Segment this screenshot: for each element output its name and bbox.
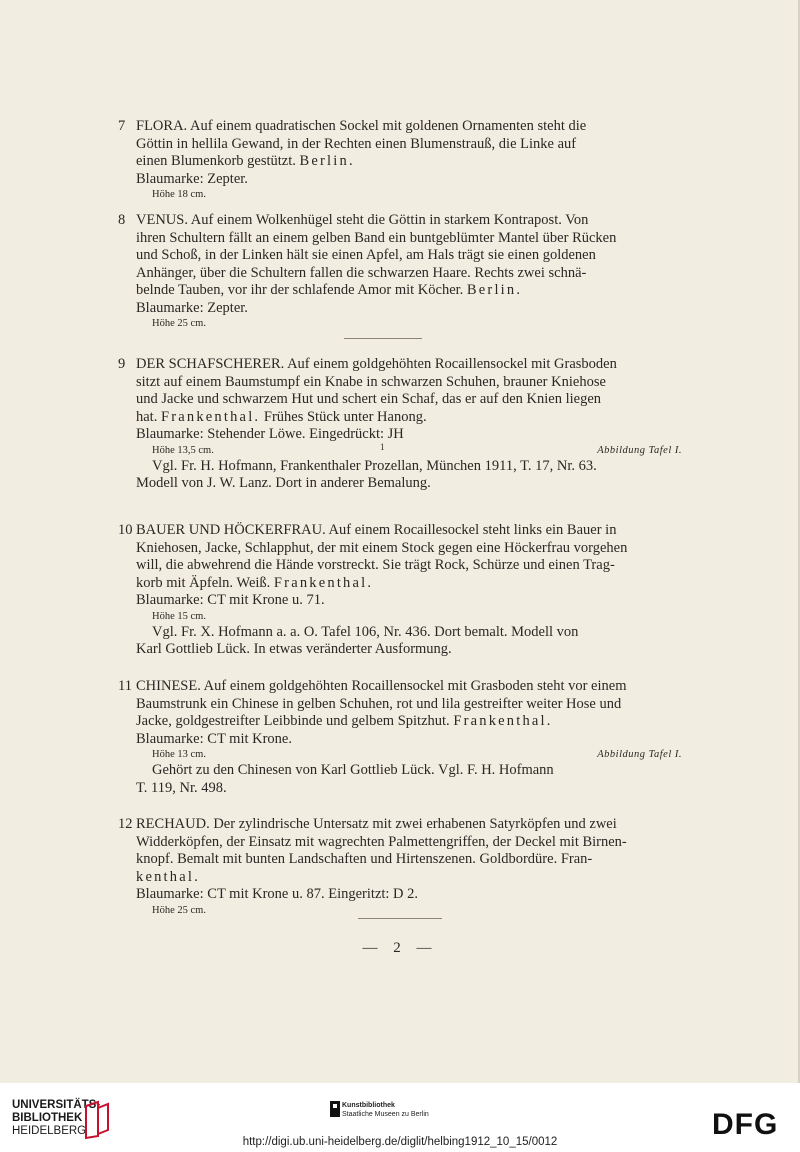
entry-text-line: BAUER UND HÖCKERFRAU. Auf einem Rocaillesockel steht links ein Bauer in <box>136 522 617 538</box>
entry-height: Höhe 18 cm. <box>152 189 206 200</box>
illustration-reference: Abbildung Tafel I. <box>597 749 682 760</box>
entry-mark: Blaumarke: Zepter. <box>136 170 248 187</box>
entry-number: 7 <box>118 118 126 134</box>
entry-text-line: knopf. Bemalt mit bunten Landschaften und Hirtenszenen. Goldbordüre. Fran- <box>136 851 593 867</box>
catalog-entry-8 <box>118 212 682 331</box>
entry-text-line: korb mit Äpfeln. Weiß. Frankenthal. <box>136 574 374 591</box>
entry-text-line: und Jacke und schwarzem Hut und schert ein Schaf, das er auf den Knien liegen <box>136 391 602 407</box>
entry-text-line: belnde Tauben, vor ihr der schlafende Amor mit Köcher. Berlin. <box>136 282 523 298</box>
place-name: Frankenthal. <box>273 574 374 591</box>
source-url[interactable]: http://digi.ub.uni-heidelberg.de/diglit/helbing1912_10_15/0012 <box>242 1136 558 1148</box>
entry-height: Höhe 13 cm. Abbildung Tafel I. <box>152 749 682 760</box>
entry-mark: Blaumarke: CT mit Krone. <box>136 730 292 747</box>
entry-text-line <box>136 869 682 887</box>
kunstbibliothek-logo-text: Kunstbibliothek Staatliche Museen zu Berlin <box>342 1102 429 1118</box>
entry-text-line: DER SCHAFSCHERER. Auf einem goldgehöhten Rocaillensockel mit Grasboden <box>136 356 617 372</box>
catalog-entry-10 <box>118 522 682 659</box>
entry-text-line: will, die abwehrend die Hände vorstreckt. Sie trägt Rock, Schürze und einen Trag- <box>136 557 615 573</box>
entry-height: Höhe 15 cm. <box>152 610 206 622</box>
dfg-logo: DFG <box>712 1108 779 1141</box>
catalog-entry-7 <box>118 118 682 202</box>
entry-text-line: sitzt auf einem Baumstumpf ein Knabe in schwarzen Schuhen, brauner Kniehose <box>136 373 606 390</box>
entry-text-line: VENUS. Auf einem Wolkenhügel steht die Göttin in starkem Kontrapost. Von <box>136 212 589 228</box>
entry-text-line: RECHAUD. Der zylindrische Untersatz mit zwei erhabenen Satyrköpfen und zwei <box>136 816 617 832</box>
university-library-icon <box>82 1100 110 1140</box>
university-library-logo-text: UNIVERSITÄTS- BIBLIOTHEK HEIDELBERG <box>12 1099 101 1137</box>
entry-text-line: hat. Frankenthal. Frühes Stück unter Hanong. <box>136 408 427 425</box>
entry-number: 9 <box>118 356 126 372</box>
entry-note-line: T. 119, Nr. 498. <box>136 779 227 796</box>
place-name: Berlin. <box>466 282 523 298</box>
entry-text-line: Anhänger, über die Schultern fallen die schwarzen Haare. Rechts zwei schnä- <box>136 264 587 281</box>
entry-text-line: einen Blumenkorb gestützt. Berlin. <box>136 153 355 169</box>
place-name: kenthal. <box>136 868 200 885</box>
entry-number: 10 <box>118 522 133 538</box>
entry-number: 12 <box>118 816 133 832</box>
entry-mark: Blaumarke: CT mit Krone u. 87. Eingeritzt: D 2. <box>136 886 419 902</box>
entry-number: 8 <box>118 212 126 228</box>
place-name: Frankenthal. <box>160 408 261 425</box>
entry-note-line: Vgl. Fr. H. Hofmann, Frankenthaler Prozellan, München 1911, T. 17, Nr. 63. <box>152 457 597 474</box>
entry-text-line: Widderköpfen, der Einsatz mit wagrechten Palmettengriffen, der Deckel mit Birnen- <box>136 833 627 850</box>
entry-text-line: FLORA. Auf einem quadratischen Sockel mit goldenen Ornamenten steht die <box>136 118 587 134</box>
entry-height: Höhe 25 cm. <box>152 904 206 916</box>
footnote-number: 1 <box>380 441 385 452</box>
entry-text-line: ihren Schultern fällt an einem gelben Band ein buntgeblümter Mantel über Rücken <box>136 229 617 246</box>
entry-mark: Blaumarke: CT mit Krone u. 71. <box>136 592 325 608</box>
entry-height: Höhe 13,5 cm. 1 Abbildung Tafel I. <box>152 441 682 456</box>
entry-mark: Blaumarke: Zepter. <box>136 299 248 316</box>
entry-number: 11 <box>118 678 132 694</box>
place-name: Berlin. <box>299 153 355 169</box>
entry-note-line: Vgl. Fr. X. Hofmann a. a. O. Tafel 106, Nr. 436. Dort bemalt. Modell von <box>152 623 579 640</box>
page-number: — 2 — <box>362 940 438 956</box>
entry-text-line: Göttin in hellila Gewand, in der Rechten einen Blumenstrauß, die Linke auf <box>136 135 577 152</box>
section-divider <box>344 338 422 339</box>
entry-text-line: Kniehosen, Jacke, Schlapphut, der mit einem Stock gegen eine Höckerfrau vorgehen <box>136 539 628 556</box>
entry-note-line: Gehört zu den Chinesen von Karl Gottlieb Lück. Vgl. F. H. Hofmann <box>152 762 554 778</box>
kunstbibliothek-icon <box>330 1101 340 1117</box>
entry-text-line: und Schoß, in der Linken hält sie einen Apfel, am Hals trägt sie einen goldenen <box>136 247 596 263</box>
illustration-reference: Abbildung Tafel I. <box>597 444 682 456</box>
catalog-entry-9 <box>118 356 682 493</box>
section-divider <box>358 918 442 919</box>
catalog-entry-12 <box>118 816 682 918</box>
place-name: Frankenthal. <box>453 713 553 729</box>
catalog-entry-11 <box>118 678 682 797</box>
entry-text-line: Baumstrunk ein Chinese in gelben Schuhen, rot und lila gestreifter weiter Hose und <box>136 695 622 712</box>
entry-height: Höhe 25 cm. <box>152 318 206 329</box>
entry-note-line: Karl Gottlieb Lück. In etwas veränderter Ausformung. <box>136 641 452 657</box>
entry-text-line: CHINESE. Auf einem goldgehöhten Rocaillensockel mit Grasboden steht vor einem <box>136 678 627 694</box>
entry-mark: Blaumarke: Stehender Löwe. Eingedrückt: JH <box>136 426 404 442</box>
entry-note-line: Modell von J. W. Lanz. Dort in anderer Bemalung. <box>136 475 431 491</box>
entry-text-line: Jacke, goldgestreifter Leibbinde und gelbem Spitzhut. Frankenthal. <box>136 713 553 729</box>
